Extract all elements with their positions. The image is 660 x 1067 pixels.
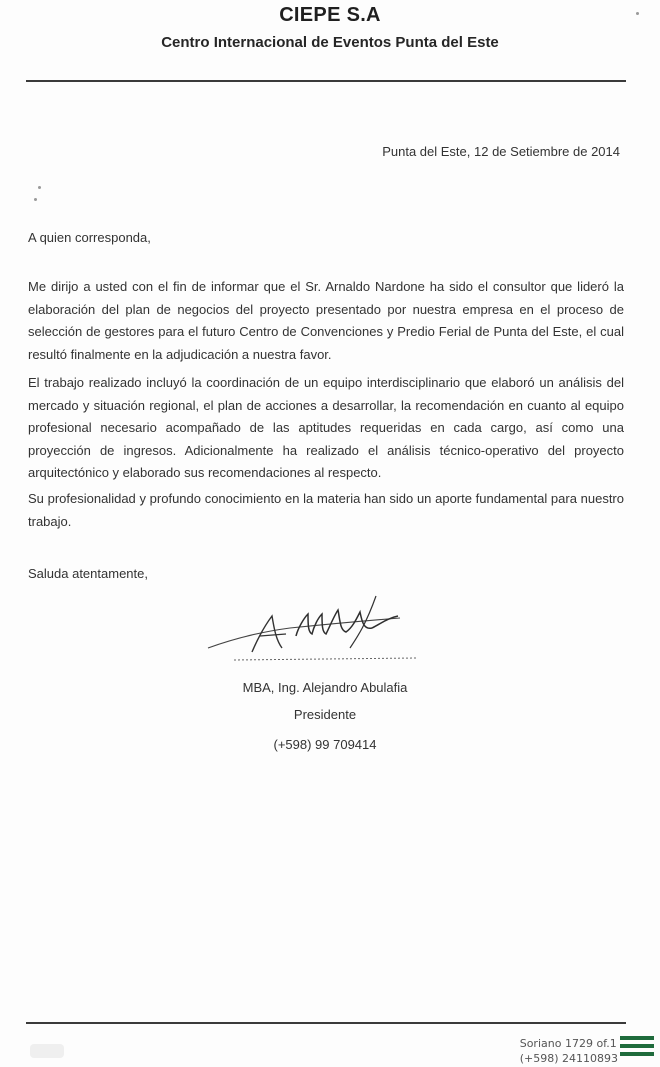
company-name: CIEPE S.A [279,4,381,26]
footer-contact [520,1036,618,1066]
salutation: A quien corresponda, [28,230,151,245]
scan-smudge [30,1044,64,1058]
footer-divider [26,1022,626,1024]
handwritten-signature [200,588,430,668]
footer-logo-bar [620,1036,654,1040]
footer-phone-line: (+598) 24110893 [519,1052,618,1065]
body-paragraph-2: El trabajo realizado incluyó la coordinación de un equipo interdisciplinario que elaboró un análisis del mercado y situación regional, el plan de acciones a desarrollar, la recomendación en cuanto al equipo profesional necesario acompañado de las aptitudes requeridas en cada cargo, así como una proyección de ingresos. Adicionalmente ha realizado el análisis técnico-operativo del proyecto arquitectónico y elaborado sus recomendaciones al respecto. [28,375,624,480]
signer-name: MBA, Ing. Alejandro Abulafia [242,680,408,695]
footer-logo-bar [620,1044,654,1048]
closing-line: Saluda atentamente, [28,566,148,581]
header-divider [26,80,626,82]
letter-date: Punta del Este, 12 de Setiembre de 2014 [382,144,620,159]
company-subtitle: Centro Internacional de Eventos Punta del Este [161,34,499,51]
signer-phone: (+598) 99 709414 [273,737,377,752]
body-paragraph-1: Me dirijo a usted con el fin de informar que el Sr. Arnaldo Nardone ha sido el consultor que lideró la elaboración del plan de negocios del proyecto presentado por nuestra empresa en el proceso de selección de gestores para el futuro Centro de Convenciones y Predio Ferial de Punta del Este, el cual resultó finalmente en la adjudicación a nuestra favor. [28,279,624,362]
scan-speck [636,12,639,15]
footer-address-line: Soriano 1729 of.1 [519,1037,617,1050]
scan-speck [38,186,41,189]
footer-logo-bar [620,1052,654,1056]
scan-speck [34,198,37,201]
body-paragraph-3: Su profesionalidad y profundo conocimiento en la materia han sido un aporte fundamental para nuestro trabajo. [28,491,624,529]
signer-role: Presidente [293,707,357,722]
footer-logo-bars [620,1036,654,1062]
